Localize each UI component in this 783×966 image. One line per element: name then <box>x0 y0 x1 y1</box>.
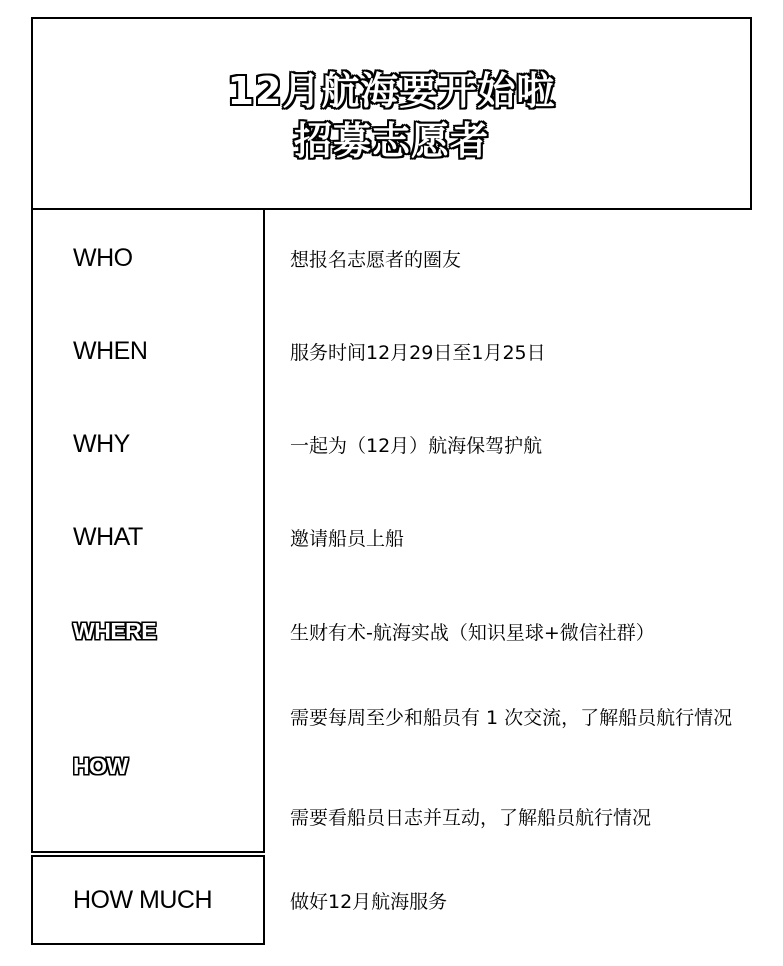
value-how-2: 需要看船员日志并互动，了解船员航行情况 <box>290 807 652 829</box>
value-what: 邀请船员上船 <box>290 528 405 550</box>
label-who: WHO <box>73 244 133 272</box>
label-where: WHERE <box>73 618 157 644</box>
value-when: 服务时间12月29日至1月25日 <box>290 342 546 364</box>
page-subtitle: 招募志愿者 <box>293 118 489 163</box>
label-what: WHAT <box>73 523 143 551</box>
value-where: 生财有术-航海实战（知识星球+微信社群） <box>290 622 655 644</box>
label-column-box <box>31 210 265 853</box>
value-how-much: 做好12月航海服务 <box>290 891 448 913</box>
value-how-1: 需要每周至少和船员有 1 次交流，了解船员航行情况 <box>290 707 733 729</box>
label-how-much: HOW MUCH <box>73 886 213 914</box>
label-when: WHEN <box>73 337 148 365</box>
page-title: 12月航海要开始啦 <box>227 68 556 113</box>
value-why: 一起为（12月）航海保驾护航 <box>290 435 543 457</box>
value-who: 想报名志愿者的圈友 <box>290 249 462 271</box>
title-box <box>31 17 752 210</box>
label-how: HOW <box>73 753 128 779</box>
label-why: WHY <box>73 430 130 458</box>
